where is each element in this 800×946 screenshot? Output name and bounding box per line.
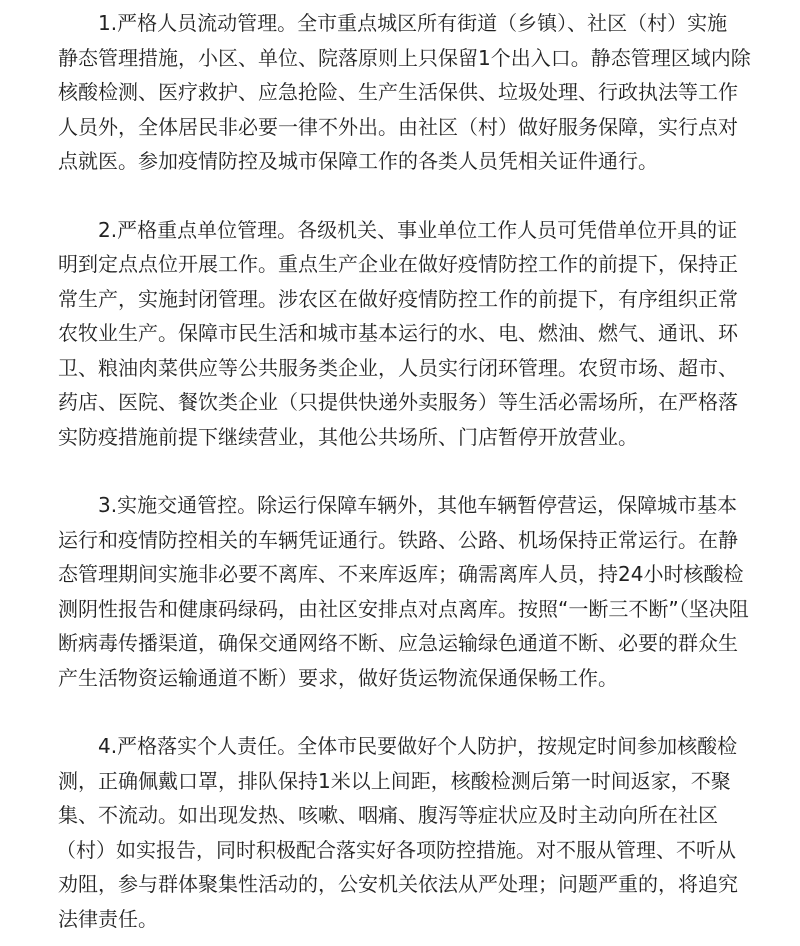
text-line: 集、不流动。如出现发热、咳嗽、咽痛、腹泻等症状应及时主动向所在社区 xyxy=(58,803,718,827)
text-line: 常生产，实施封闭管理。涉农区在做好疫情防控工作的前提下，有序组织正常 xyxy=(58,286,738,311)
text-line: 法律责任。 xyxy=(58,906,158,931)
text-line: 态管理期间实施非必要不离库、不来库返库；确需离库人员，持24小时核酸检 xyxy=(58,562,744,586)
paragraph-4 xyxy=(58,729,756,936)
paragraph-3 xyxy=(58,488,756,695)
text-line: 4.严格落实个人责任。全体市民要做好个人防护，按规定时间参加核酸检 xyxy=(98,734,738,758)
text-line: 静态管理措施，小区、单位、院落原则上只保留1个出入口。静态管理区域内除 xyxy=(58,45,751,70)
text-line: 明到定点点位开展工作。重点生产企业在做好疫情防控工作的前提下，保持正 xyxy=(58,252,738,276)
text-line: 点就医。参加疫情防控及城市保障工作的各类人员凭相关证件通行。 xyxy=(58,149,658,173)
paragraph-2 xyxy=(58,213,756,455)
text-line: （村）如实报告，同时积极配合落实好各项防控措施。对不服从管理、不听从 xyxy=(56,837,736,862)
text-line: 断病毒传播渠道，确保交通网络不断、应急运输绿色通道不断、必要的群众生 xyxy=(58,631,738,655)
text-line: 产生活物资运输通道不断）要求，做好货运物流保通保畅工作。 xyxy=(58,665,618,690)
text-line: 农牧业生产。保障市民生活和城市基本运行的水、电、燃油、燃气、通讯、环 xyxy=(58,321,738,345)
text-line: 3.实施交通管控。除运行保障车辆外，其他车辆暂停营运，保障城市基本 xyxy=(98,493,738,517)
text-line: 运行和疫情防控相关的车辆凭证通行。铁路、公路、机场保持正常运行。在静 xyxy=(58,527,738,552)
paragraph-1 xyxy=(58,6,756,179)
text-line: 测阴性报告和健康码绿码，由社区安排点对点离库。按照“一断三不断”（坚决阻 xyxy=(58,596,749,621)
text-line: 实防疫措施前提下继续营业，其他公共场所、门店暂停开放营业。 xyxy=(58,424,638,449)
text-line: 药店、医院、餐饮类企业（只提供快递外卖服务）等生活必需场所，在严格落 xyxy=(58,390,738,414)
text-line: 卫、粮油肉菜供应等公共服务类企业，人员实行闭环管理。农贸市场、超市、 xyxy=(58,355,738,380)
text-line: 人员外，全体居民非必要一律不外出。由社区（村）做好服务保障，实行点对 xyxy=(58,114,738,139)
text-line: 测，正确佩戴口罩，排队保持1米以上间距，核酸检测后第一时间返家，不聚 xyxy=(58,768,731,793)
text-line: 1.严格人员流动管理。全市重点城区所有街道（乡镇）、社区（村）实施 xyxy=(98,11,728,35)
text-line: 核酸检测、医疗救护、应急抢险、生产生活保供、垃圾处理、行政执法等工作 xyxy=(58,80,738,104)
text-line: 劝阻，参与群体聚集性活动的，公安机关依法从严处理；问题严重的，将追究 xyxy=(58,872,738,896)
text-line: 2.严格重点单位管理。各级机关、事业单位工作人员可凭借单位开具的证 xyxy=(98,217,738,242)
